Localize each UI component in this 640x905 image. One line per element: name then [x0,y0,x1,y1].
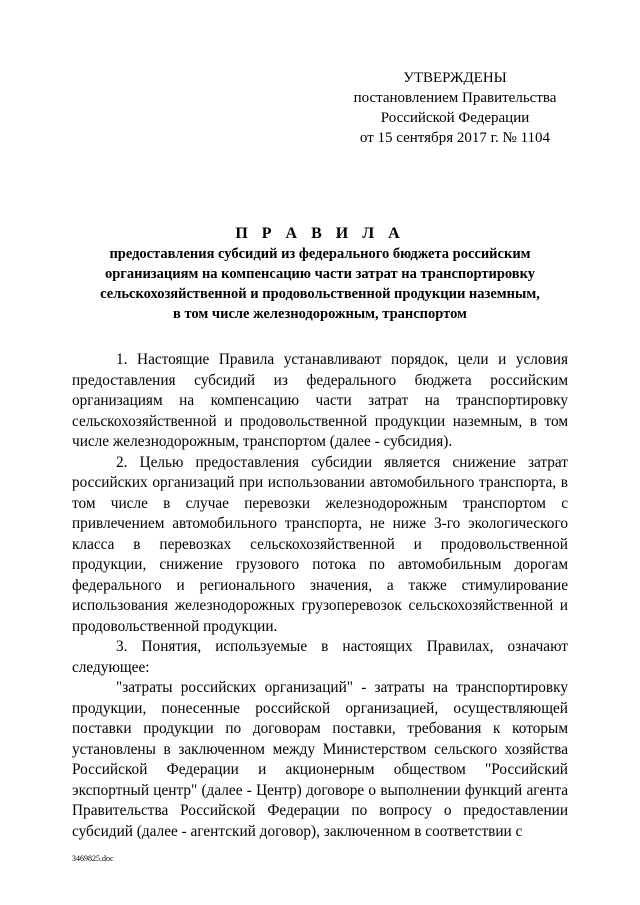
approval-line-2: постановлением Правительства [353,90,557,106]
document-body [72,350,568,842]
paragraph-1: 1. Настоящие Правила устанавливают порядок, цели и условия предоставления субсидий из федерального бюджета российским организациям на компенсацию части затрат на транспортировку сельскохозяйственной и продовольственной продукции наземным, в том числе железнодорожным, транспортом (далее - субсидия). [72,351,568,450]
approval-line-3: Российской Федерации [380,110,530,126]
paragraph-3: 3. Понятия, используемые в настоящих Правилах, означают следующее: [72,638,568,676]
subtitle-line-1: предоставления субсидий из федерального бюджета российским [109,246,531,262]
approval-stamp [340,68,570,148]
paragraph-4: "затраты российских организаций" - затраты на транспортировку продукции, понесенные российской организацией, осуществляющей поставки продукции по договорам поставки, требования к которым установлены в заключенном между Министерством сельского хозяйства Российской Федерации и акционерным обществом "Российский экспортный центр" (далее - Центр) договоре о выполнении функций агента Правительства Российской Федерации по вопросу о предоставлении субсидий (далее - агентский договор), заключенном в соответствии с [72,679,568,840]
paragraph-2: 2. Целью предоставления субсидии является снижение затрат российских организаций при использовании автомобильного транспорта, в том числе в случае перевозки железнодорожным транспортом с привлечением автомобильного транспорта, не ниже 3-го экологического класса в перевозках сельскохозяйственной и продовольственной продукции, снижение грузового потока по автомобильным дорогам федерального и регионального значения, а также стимулирование использования железнодорожных грузоперевозок сельскохозяйственной и продовольственной продукции. [72,453,568,635]
document-subtitle [60,244,580,324]
approval-line-4: от 15 сентября 2017 г. № 1104 [359,130,551,146]
subtitle-line-2: организациям на компенсацию части затрат на транспортировку [104,266,536,282]
subtitle-line-3: сельскохозяйственной и продовольственной продукции наземным, [100,286,540,302]
approval-line-1: УТВЕРЖДЕНЫ [403,70,507,86]
document-title: П Р А В И Л А [235,225,405,242]
subtitle-line-4: в том числе железнодорожным, транспортом [173,306,467,322]
file-name-footer: 3469825.doc [72,854,114,863]
